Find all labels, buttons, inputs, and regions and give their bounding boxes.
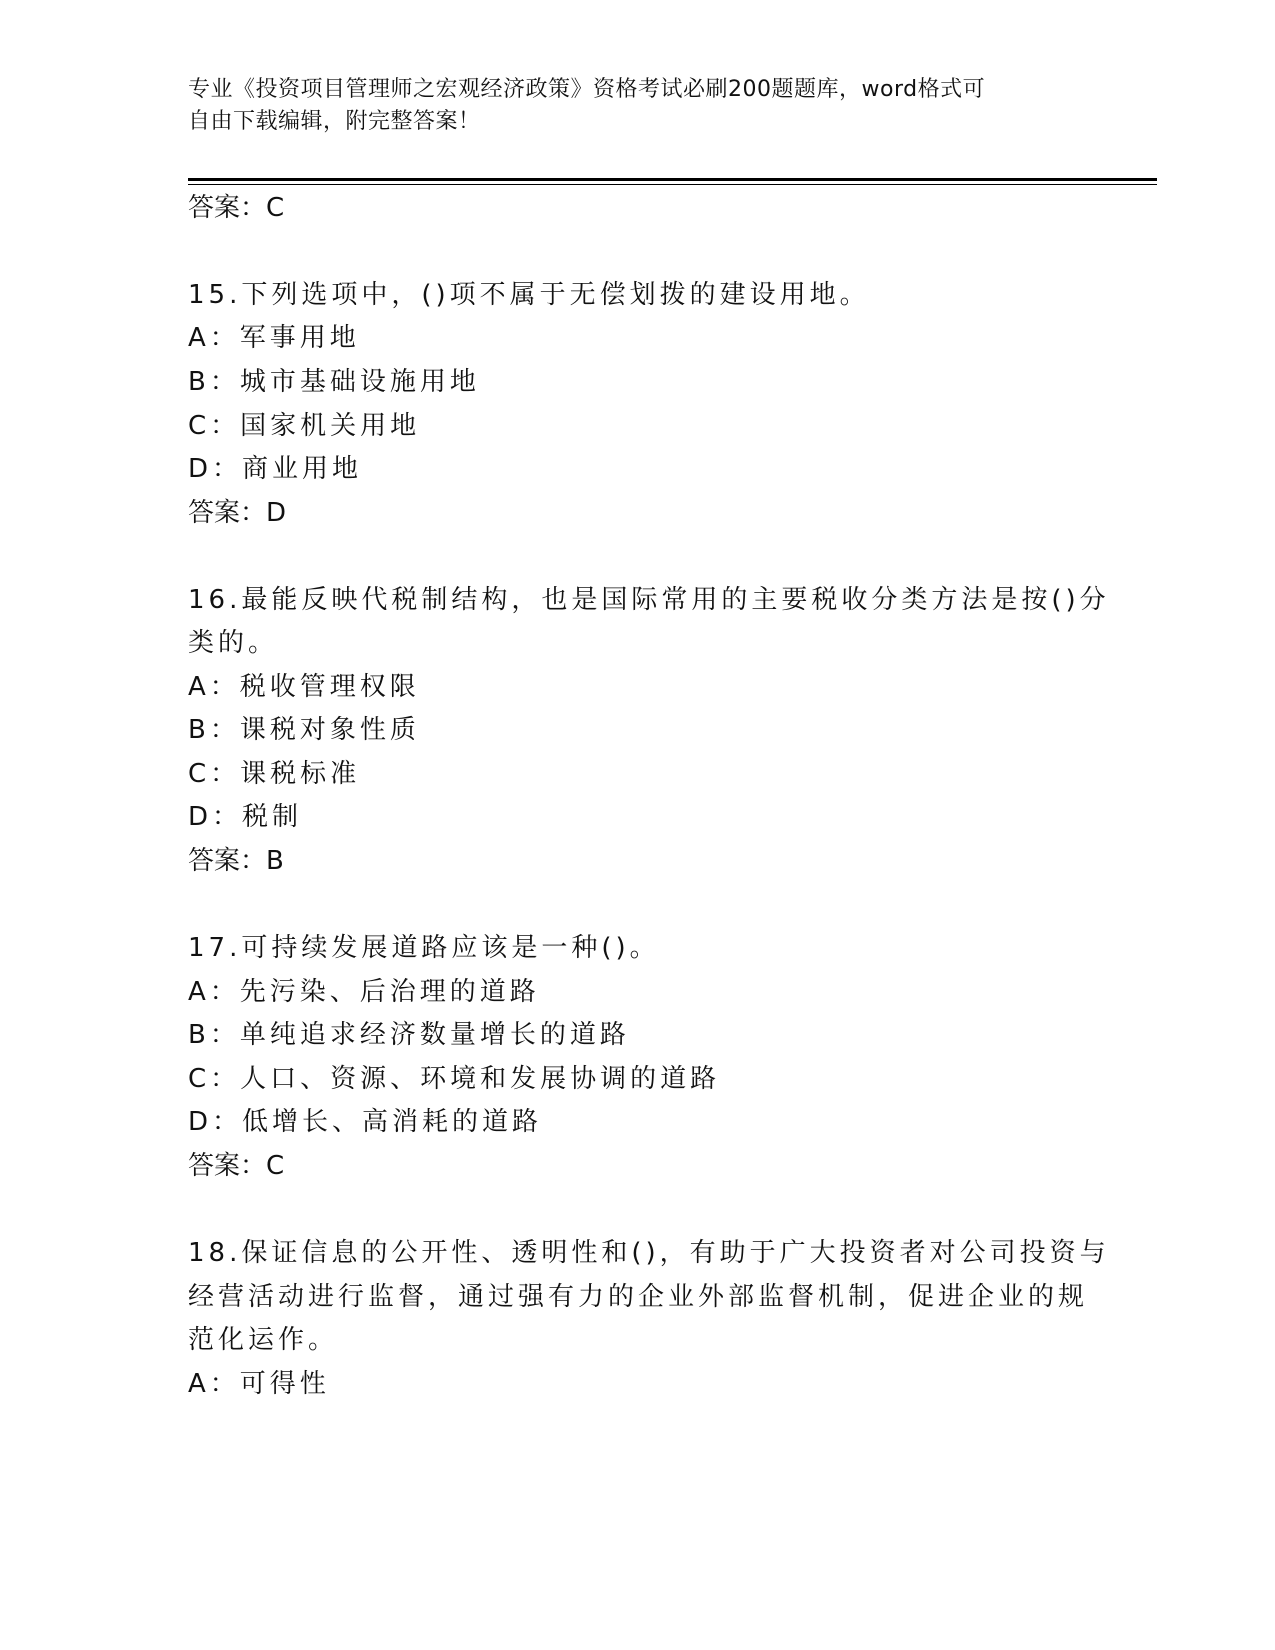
question-18-stem-line-2: 经营活动进行监督，通过强有力的企业外部监督机制，促进企业的规 [188,1282,1089,1312]
question-17-option-a: A：先污染、后治理的道路 [188,977,540,1007]
question-16-option-c: C：课税标准 [188,759,361,789]
question-15-stem: 15.下列选项中，()项不属于无偿划拨的建设用地。 [188,280,870,310]
question-16-answer [188,844,1088,878]
question-17-answer [188,1149,1088,1183]
answer-value: C [266,193,286,223]
question-15-option-b: B：城市基础设施用地 [188,367,480,397]
header-rule-thin [188,184,1157,185]
answer-label: 答案： [188,193,267,223]
question-16-option-a: A：税收管理权限 [188,672,420,702]
answer-value: B [266,846,285,876]
header-line-1: 专业《投资项目管理师之宏观经济政策》资格考试必刷200题题库，word格式可 [188,77,986,102]
answer-value: C [266,1151,286,1181]
answer-prev [188,191,1088,225]
question-16-option-d: D：税制 [188,802,303,832]
answer-label: 答案： [188,1151,267,1181]
question-16-option-b: B：课税对象性质 [188,715,420,745]
question-18-stem-line-1: 18.保证信息的公开性、透明性和()，有助于广大投资者对公司投资与 [188,1238,1110,1268]
question-16-stem-line-1: 16.最能反映代税制结构，也是国际常用的主要税收分类方法是按()分 [188,585,1110,615]
answer-value: D [266,498,288,528]
header-line-2: 自由下载编辑，附完整答案！ [188,109,481,134]
question-16-stem-line-2: 类的。 [188,628,279,658]
question-17-option-c: C：人口、资源、环境和发展协调的道路 [188,1064,721,1094]
question-15-option-c: C：国家机关用地 [188,411,421,441]
answer-label: 答案： [188,846,267,876]
question-17-option-d: D：低增长、高消耗的道路 [188,1107,543,1137]
question-18-stem-line-3: 范化运作。 [188,1325,339,1355]
answer-label: 答案： [188,498,267,528]
question-17-stem: 17.可持续发展道路应该是一种()。 [188,933,660,963]
document-header [188,74,1088,138]
question-15-option-d: D：商业用地 [188,454,363,484]
question-17-option-b: B：单纯追求经济数量增长的道路 [188,1020,630,1050]
header-rule-thick [188,178,1157,181]
question-15-answer [188,496,1088,530]
question-18-option-a: A：可得性 [188,1369,330,1399]
question-15-option-a: A：军事用地 [188,323,360,353]
